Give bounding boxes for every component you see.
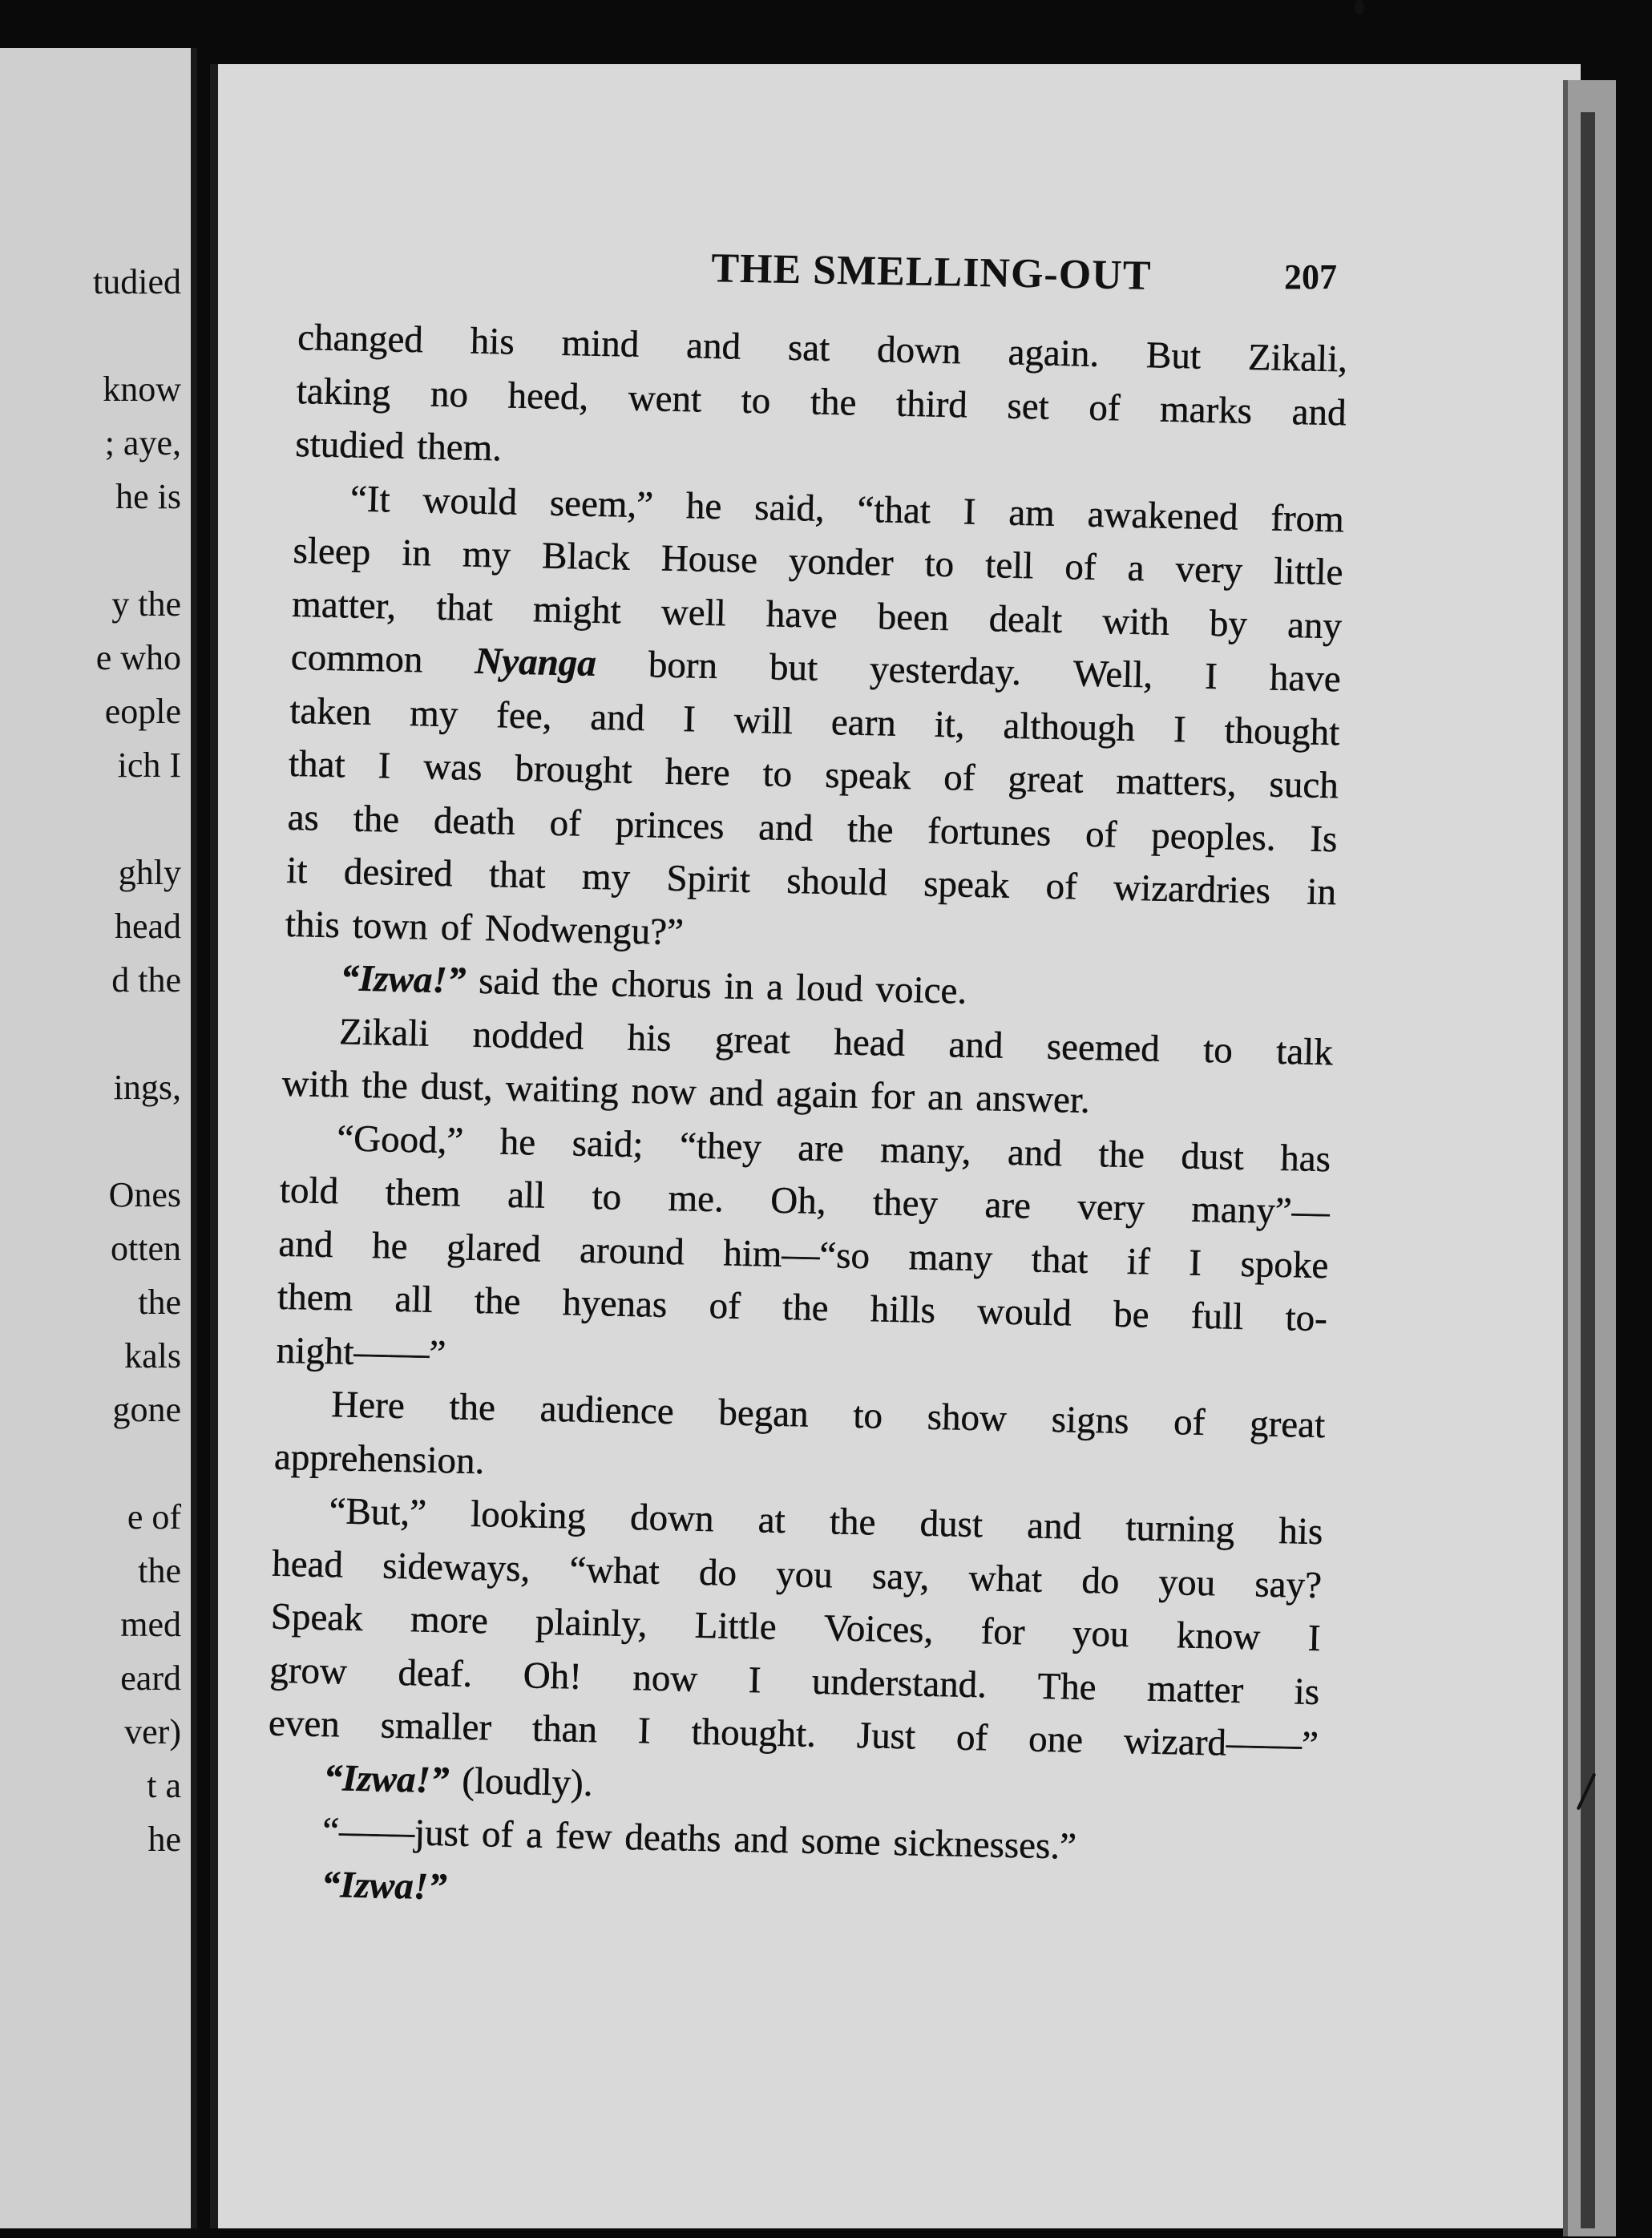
left-page-line: e of — [127, 1497, 181, 1537]
word: from — [1270, 496, 1345, 540]
word: hills — [870, 1288, 936, 1331]
word: was — [422, 745, 483, 789]
left-page-line: head — [114, 907, 181, 946]
word: dust, — [420, 1065, 494, 1109]
word: The — [1037, 1665, 1097, 1708]
word: wizardries — [1113, 867, 1271, 912]
word: to — [852, 1394, 883, 1437]
word: studied — [294, 422, 405, 467]
left-page-line: tudied — [93, 262, 181, 301]
word: speak — [923, 862, 1010, 907]
word: a — [525, 1814, 543, 1856]
word: said; — [572, 1121, 644, 1165]
word: as — [287, 796, 320, 839]
word: I — [748, 1658, 762, 1701]
word: down — [876, 329, 962, 373]
word: a — [765, 966, 784, 1008]
left-page-line: he is — [115, 477, 181, 516]
word: I — [963, 490, 977, 533]
word: apprehension. — [273, 1436, 485, 1482]
word: I — [1204, 655, 1218, 698]
word: it, — [934, 703, 966, 746]
word: know — [1176, 1614, 1261, 1658]
word: say? — [1254, 1562, 1323, 1606]
word: “But,” — [329, 1490, 427, 1534]
word: and — [709, 1071, 765, 1115]
word: some — [800, 1820, 882, 1864]
word: one — [1028, 1718, 1084, 1761]
word: in — [1306, 871, 1337, 914]
left-page-line: ; aye, — [104, 423, 181, 463]
word: even — [268, 1702, 341, 1746]
word: and — [948, 1023, 1004, 1067]
page-number: 207 — [1284, 257, 1337, 297]
left-page-line: the — [138, 1551, 181, 1590]
word: “Izwa!” — [321, 1863, 448, 1908]
word: full — [1190, 1295, 1244, 1338]
word: night——” — [276, 1329, 446, 1375]
left-page-line: he — [147, 1820, 181, 1859]
word: of — [1064, 546, 1097, 588]
left-page-line: know — [103, 370, 181, 409]
word: for — [980, 1610, 1026, 1654]
word: this — [285, 903, 341, 946]
word: his — [470, 320, 515, 363]
word: of — [440, 906, 473, 949]
book-page — [210, 64, 1581, 2228]
word: should — [786, 859, 888, 904]
word: is — [1294, 1670, 1320, 1713]
word: Little — [694, 1604, 778, 1648]
word: with — [1101, 600, 1170, 644]
word: “what — [569, 1548, 660, 1593]
word: they — [872, 1182, 939, 1225]
word: the — [1097, 1133, 1145, 1176]
word: them — [385, 1171, 462, 1215]
word: Here — [330, 1384, 406, 1428]
word: that — [1031, 1238, 1089, 1282]
word: desired — [343, 850, 454, 895]
word: smaller — [380, 1704, 492, 1749]
word: that — [288, 742, 346, 786]
word: by — [1209, 602, 1248, 645]
word: great — [1007, 757, 1084, 802]
word: the — [551, 961, 599, 1005]
word: my — [462, 533, 511, 576]
word: might — [532, 588, 622, 632]
word: the — [474, 1279, 521, 1323]
word: show — [927, 1396, 1008, 1440]
word: again. — [1008, 331, 1100, 375]
word: Nyanga — [474, 640, 597, 685]
word: my — [581, 855, 631, 899]
left-page-line: ings, — [113, 1068, 181, 1107]
word: chorus — [610, 963, 713, 1007]
word: of — [1085, 813, 1117, 856]
word: fee, — [495, 693, 552, 737]
word: Spirit — [666, 857, 751, 901]
left-page-line: t a — [147, 1766, 181, 1805]
word: changed — [297, 316, 424, 362]
scan-speck — [1355, 0, 1364, 14]
word: although — [1003, 705, 1136, 749]
left-page-line: y the — [111, 584, 181, 624]
word: the — [810, 380, 857, 424]
word: he — [499, 1121, 536, 1163]
word: wizard——” — [1123, 1719, 1319, 1767]
word: and — [757, 806, 814, 850]
word: no — [430, 372, 469, 415]
word: Well, — [1072, 652, 1153, 697]
word: “Good,” — [336, 1117, 464, 1162]
word: said, — [753, 486, 826, 530]
word: has — [1279, 1137, 1331, 1180]
word: audience — [539, 1388, 675, 1433]
word: answer. — [975, 1077, 1091, 1121]
word: head — [833, 1020, 906, 1064]
word: “Izwa!” — [340, 957, 467, 1002]
word: “they — [679, 1124, 762, 1168]
word: well — [660, 591, 727, 634]
left-page-line: ghly — [118, 853, 181, 892]
word: have — [1269, 656, 1342, 701]
word: you — [775, 1553, 834, 1596]
page-body-text — [265, 311, 1347, 1932]
word: that — [435, 586, 494, 629]
word: of — [549, 802, 582, 845]
word: have — [765, 592, 838, 636]
word: House — [660, 537, 758, 582]
word: waiting — [505, 1067, 620, 1112]
word: great — [714, 1018, 791, 1062]
word: thought — [1224, 709, 1340, 753]
left-facing-page — [0, 48, 197, 2228]
word: of — [709, 1285, 741, 1327]
word: very — [1076, 1186, 1145, 1230]
word: the — [448, 1386, 496, 1429]
word: yesterday. — [869, 648, 1022, 693]
left-page-line: kals — [124, 1336, 181, 1376]
word: of — [943, 756, 976, 799]
word: mind — [561, 321, 640, 366]
word: hyenas — [562, 1282, 668, 1326]
word: are — [797, 1126, 845, 1169]
word: you — [1072, 1612, 1130, 1656]
word: in — [401, 531, 432, 575]
word: spoke — [1240, 1242, 1329, 1287]
word: an — [927, 1076, 964, 1119]
word: very — [1175, 548, 1243, 592]
word: them. — [416, 426, 503, 470]
word: “Izwa!” — [323, 1756, 450, 1801]
word: of — [481, 1813, 514, 1856]
word: I — [378, 745, 391, 787]
word: am — [1008, 491, 1056, 535]
word: death — [433, 799, 516, 843]
left-page-line: otten — [111, 1229, 181, 1268]
word: peoples. — [1150, 814, 1277, 859]
word: earn — [830, 701, 897, 745]
word: awakened — [1087, 493, 1239, 539]
word: third — [895, 382, 968, 426]
word: of — [1173, 1401, 1206, 1444]
word: understand. — [811, 1660, 988, 1706]
word: yonder — [788, 539, 895, 584]
word: voice. — [875, 968, 967, 1012]
word: but — [769, 646, 818, 689]
word: dust — [919, 1502, 984, 1546]
word: loud — [795, 967, 864, 1010]
word: dealt — [988, 597, 1063, 641]
word: Speak — [270, 1595, 364, 1640]
word: glared — [446, 1226, 542, 1270]
word: all — [507, 1174, 546, 1217]
word: at — [757, 1499, 786, 1542]
word: Oh! — [523, 1654, 583, 1698]
word: deaths — [624, 1816, 722, 1860]
word: will — [733, 699, 794, 742]
left-page-line: ver) — [124, 1712, 181, 1751]
word: them — [277, 1275, 353, 1319]
left-page-line: ich I — [117, 745, 181, 785]
word: to — [1202, 1028, 1234, 1072]
word: down — [629, 1497, 715, 1541]
word: than — [531, 1707, 598, 1751]
word: if — [1126, 1240, 1151, 1283]
word: to- — [1285, 1297, 1328, 1340]
word: again — [776, 1073, 858, 1117]
word: grow — [269, 1649, 348, 1693]
word: all — [394, 1278, 434, 1321]
word: are — [984, 1184, 1032, 1227]
word: tell — [984, 544, 1034, 588]
word: common — [290, 636, 423, 681]
word: his — [627, 1016, 673, 1060]
word: be — [1113, 1293, 1150, 1336]
word: went — [628, 377, 702, 421]
word: Zikali, — [1247, 336, 1348, 381]
word: a — [1127, 547, 1145, 590]
word: do — [698, 1551, 737, 1594]
word: town — [352, 904, 429, 948]
word: marks — [1159, 388, 1253, 432]
word: the — [846, 807, 895, 851]
word: taken — [289, 689, 372, 733]
word: many — [908, 1235, 993, 1279]
word: that — [488, 854, 547, 897]
left-page-line: med — [120, 1605, 181, 1644]
word: such — [1269, 763, 1339, 807]
left-page-line: d the — [111, 960, 181, 1000]
word: born — [648, 644, 718, 688]
word: his — [1278, 1509, 1323, 1553]
left-page-line: eard — [120, 1658, 181, 1698]
word: thought. — [691, 1711, 817, 1755]
word: and — [589, 696, 645, 739]
word: began — [717, 1392, 810, 1436]
word: the — [361, 1064, 409, 1108]
page-edge — [1563, 80, 1616, 2236]
word: But — [1145, 334, 1202, 378]
word: dust — [1180, 1134, 1245, 1178]
word: Nodwengu?” — [484, 907, 685, 953]
word: the — [782, 1286, 830, 1330]
word: matter — [1146, 1667, 1244, 1711]
word: and — [685, 325, 741, 368]
word: and — [1026, 1505, 1082, 1548]
left-page-line: eople — [104, 692, 181, 731]
word: nodded — [472, 1013, 584, 1058]
word: “that — [857, 488, 931, 532]
word: Voices, — [823, 1607, 934, 1651]
word: I — [1307, 1617, 1322, 1660]
word: talk — [1275, 1030, 1334, 1073]
word: me. — [668, 1177, 725, 1221]
word: him—“so — [722, 1231, 870, 1277]
word: sideways, — [382, 1545, 531, 1590]
word: princes — [615, 802, 725, 847]
word: to — [741, 379, 771, 422]
word: of — [955, 1716, 988, 1759]
word: the — [829, 1501, 876, 1544]
word: he — [685, 484, 722, 527]
word: plainly, — [535, 1601, 648, 1646]
word: I — [682, 697, 697, 740]
word: now — [631, 1069, 697, 1113]
word: “It — [349, 477, 391, 520]
word: taking — [296, 370, 391, 414]
word: said — [478, 959, 540, 1004]
word: fortunes — [927, 810, 1052, 854]
word: head — [271, 1542, 344, 1586]
left-page-line: the — [138, 1283, 181, 1322]
word: more — [410, 1598, 489, 1642]
word: speak — [824, 753, 911, 798]
word: turning — [1125, 1506, 1235, 1551]
word: and — [1007, 1131, 1063, 1174]
word: many”— — [1190, 1188, 1331, 1234]
word: here — [664, 750, 731, 794]
word: to — [924, 543, 955, 586]
word: of — [1088, 386, 1121, 429]
word: with — [281, 1062, 349, 1106]
word: and — [278, 1222, 334, 1266]
word: sicknesses.” — [893, 1821, 1077, 1868]
word: (loudly). — [461, 1759, 594, 1804]
word: I — [637, 1710, 652, 1752]
word: in — [724, 965, 754, 1008]
word: signs — [1051, 1398, 1129, 1443]
word: Is — [1309, 818, 1338, 860]
word: for — [870, 1075, 915, 1118]
word: would — [976, 1291, 1072, 1335]
word: what — [968, 1557, 1043, 1601]
word: matters, — [1115, 760, 1238, 805]
word: around — [579, 1229, 685, 1273]
word: it — [285, 849, 309, 892]
word: now — [632, 1656, 698, 1700]
word: sleep — [293, 529, 371, 573]
word: I — [1188, 1242, 1202, 1284]
word: brought — [514, 747, 633, 792]
word: Zikali — [338, 1010, 430, 1055]
word: told — [279, 1169, 339, 1213]
word: any — [1286, 604, 1343, 647]
word: he — [371, 1224, 409, 1267]
word: looking — [470, 1493, 587, 1537]
left-page-line: gone — [112, 1390, 181, 1429]
word: matter, — [291, 583, 397, 628]
word: my — [409, 692, 458, 735]
word: the — [353, 798, 400, 841]
word: Black — [541, 535, 631, 579]
word: little — [1273, 550, 1343, 594]
word: seemed — [1046, 1025, 1161, 1070]
word: sat — [787, 326, 830, 370]
word: Just — [856, 1714, 916, 1758]
word: would — [422, 479, 518, 523]
word: Oh, — [769, 1179, 827, 1223]
word: deaf. — [398, 1651, 473, 1695]
word: to — [592, 1175, 622, 1218]
word: heed, — [507, 374, 589, 418]
word: say, — [871, 1554, 931, 1598]
left-page-line: e who — [95, 638, 181, 677]
word: been — [877, 595, 950, 639]
word: I — [1173, 708, 1187, 750]
word: do — [1080, 1559, 1120, 1602]
word: “——just — [321, 1810, 470, 1855]
word: and — [733, 1818, 789, 1862]
word: of — [1045, 865, 1078, 908]
word: to — [762, 753, 793, 796]
left-page-line: Ones — [108, 1175, 181, 1214]
word: many, — [879, 1128, 972, 1173]
word: few — [555, 1815, 613, 1858]
word: great — [1249, 1403, 1326, 1447]
running-head: THE SMELLING-OUT — [710, 245, 1152, 299]
word: you — [1158, 1561, 1216, 1604]
word: seem,” — [549, 482, 654, 526]
word: set — [1006, 385, 1050, 428]
word: and — [1291, 390, 1347, 434]
